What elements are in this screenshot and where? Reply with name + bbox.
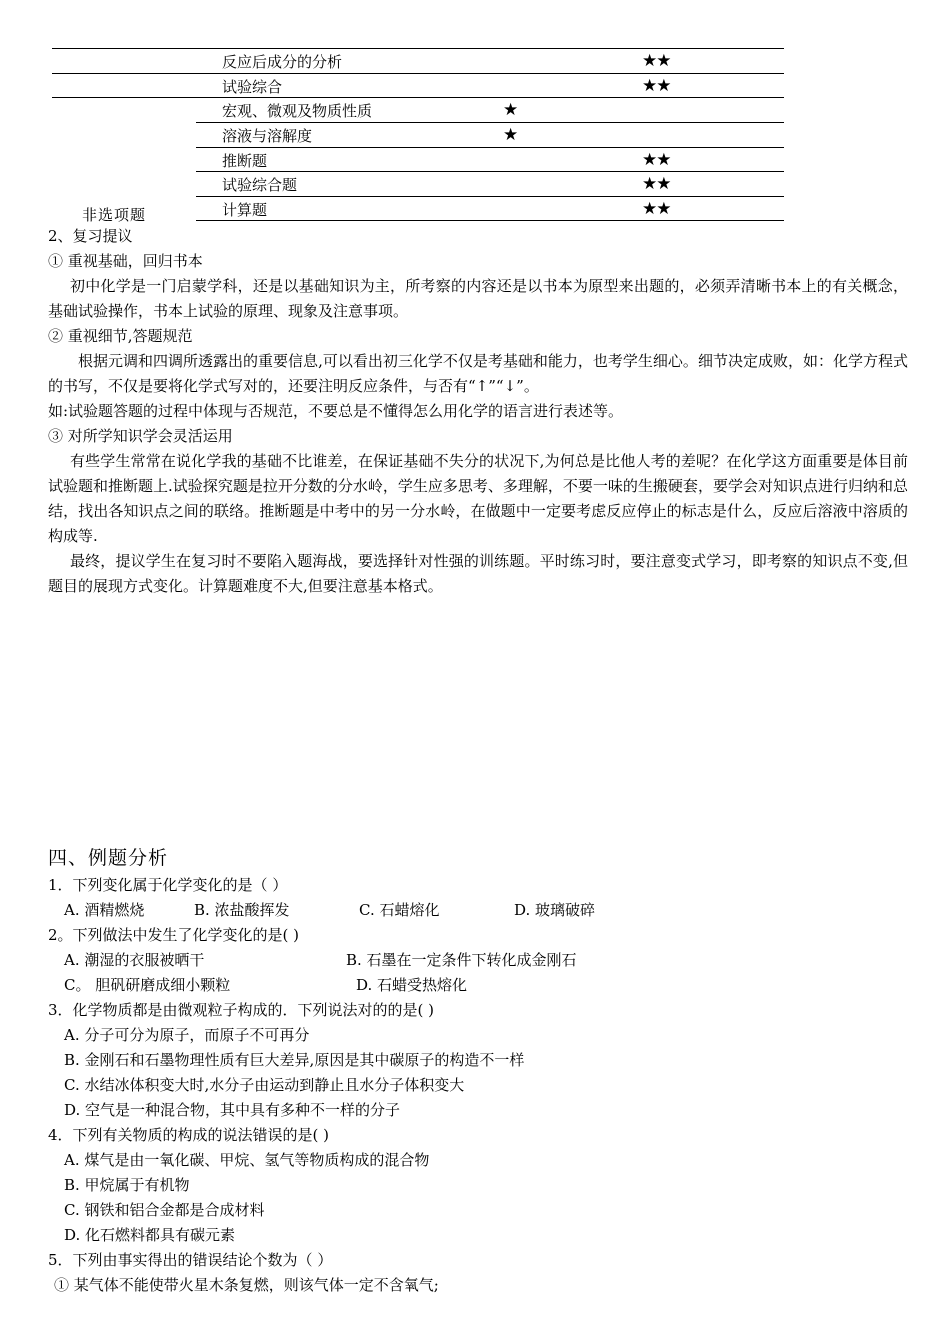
topic-cell: 宏观、微观及物质性质 xyxy=(222,102,373,121)
section-heading: 四、例题分析 xyxy=(48,847,169,869)
question-1-options xyxy=(48,898,908,923)
table-row xyxy=(52,97,784,122)
table-row xyxy=(196,147,784,172)
section-heading: 2、复习提议 xyxy=(48,227,133,245)
option: B. 甲烷属于有机物 xyxy=(64,1176,190,1194)
paragraph: 有些学生常常在说化学我的基础不比谁差，在保证基础不失分的状况下,为何总是比他人考的差呢？在化学这方面重要是体目前试验题和推断题上.试验探究题是拉开分数的分水岭，学生应多思考、多理解，不要一味的生搬硬套，要学会对知识点进行归纳和总结，找出各知识点之间的联络。推断题是中考中的另一分水岭，在做题中一定要考虑反应停止的标志是什么，反应后溶液中溶质的构成等. xyxy=(48,452,908,545)
topic-cell: 试验综合 xyxy=(222,77,283,96)
option: C. 石蜡熔化 xyxy=(359,901,440,919)
exam-topic-table xyxy=(52,48,784,225)
option: A. 酒精燃烧 xyxy=(64,901,145,919)
option: B. 浓盐酸挥发 xyxy=(194,901,290,919)
topic-cell: 溶液与溶解度 xyxy=(222,127,313,146)
option: D. 石蜡受热熔化 xyxy=(356,976,468,994)
topic-cell: 反应后成分的分析 xyxy=(222,53,343,71)
non-choice-group xyxy=(52,97,784,225)
option: D. 玻璃破碎 xyxy=(514,901,596,919)
table-row xyxy=(196,171,784,196)
paragraph: 最终，提议学生在复习时不要陷入题海战，要选择针对性强的训练题。平时练习时，要注意变式学习，即考察的知识点不变,但题目的展现方式变化。计算题难度不大,但要注意基本格式。 xyxy=(48,552,908,595)
subsection-title: ② 重视细节,答题规范 xyxy=(48,327,193,345)
option: C。 胆矾研磨成细小颗粒 xyxy=(64,976,231,994)
option: A. 煤气是由一氧化碳、甲烷、氢气等物质构成的混合物 xyxy=(64,1151,430,1169)
question-2-options xyxy=(48,948,908,973)
question-2: 2。下列做法中发生了化学变化的是( ) xyxy=(48,926,300,944)
difficulty-stars: ★★ xyxy=(642,174,671,195)
option: B. 石墨在一定条件下转化成金刚石 xyxy=(346,951,577,969)
table-row xyxy=(52,73,784,98)
question-3: 3．化学物质都是由微观粒子构成的．下列说法对的的是( ) xyxy=(48,1001,435,1019)
option: D. 化石燃料都具有碳元素 xyxy=(64,1226,236,1244)
question-5-item: ① 某气体不能使带火星木条复燃，则该气体一定不含氧气; xyxy=(54,1276,439,1294)
difficulty-stars: ★ xyxy=(503,100,518,121)
question-5: 5．下列由事实得出的错误结论个数为（ ） xyxy=(48,1251,333,1269)
paragraph: 根据元调和四调所透露出的重要信息,可以看出初三化学不仅是考基础和能力，也考学生细心。细节决定成败，如：化学方程式的书写，不仅是要将化学式写对的，还要注明反应条件，与否有“↑”“↓”。 xyxy=(48,352,908,395)
difficulty-stars: ★★ xyxy=(642,199,671,220)
option: D. 空气是一种混合物，其中具有多种不一样的分子 xyxy=(64,1101,401,1119)
subsection-title: ③ 对所学知识学会灵活运用 xyxy=(48,427,233,445)
paragraph: 初中化学是一门启蒙学科，还是以基础知识为主，所考察的内容还是以书本为原型来出题的，必须弄清晰书本上的有关概念，基础试验操作，书本上试验的原理、现象及注意事项。 xyxy=(48,277,908,320)
examples-section xyxy=(48,843,908,1298)
question-2-options xyxy=(48,973,908,998)
difficulty-stars: ★★ xyxy=(642,51,671,71)
option: C. 钢铁和铝合金都是合成材料 xyxy=(64,1201,265,1219)
table-row xyxy=(196,122,784,147)
question-4: 4．下列有关物质的构成的说法错误的是( ) xyxy=(48,1126,330,1144)
difficulty-stars: ★★ xyxy=(642,75,671,96)
table-row xyxy=(196,196,784,221)
difficulty-stars: ★ xyxy=(503,125,518,146)
paragraph: 如:试验题答题的过程中体现与否规范，不要总是不懂得怎么用化学的语言进行表述等。 xyxy=(48,402,624,420)
topic-cell: 试验综合题 xyxy=(222,176,298,195)
option: A. 分子可分为原子，而原子不可再分 xyxy=(64,1026,310,1044)
table-row xyxy=(52,48,784,73)
option: A. 潮湿的衣服被晒干 xyxy=(64,951,205,969)
subsection-title: ① 重视基础，回归书本 xyxy=(48,252,203,270)
question-1: 1．下列变化属于化学变化的是（ ） xyxy=(48,876,288,894)
section-label: 非选项题 xyxy=(82,206,147,225)
option: C. 水结冰体积变大时,水分子由运动到静止且水分子体积变大 xyxy=(64,1076,465,1094)
option: B. 金刚石和石墨物理性质有巨大差异,原因是其中碳原子的构造不一样 xyxy=(64,1051,525,1069)
topic-cell: 计算题 xyxy=(222,201,268,220)
review-section xyxy=(48,224,908,599)
difficulty-stars: ★★ xyxy=(642,149,671,170)
topic-cell: 推断题 xyxy=(222,151,268,170)
